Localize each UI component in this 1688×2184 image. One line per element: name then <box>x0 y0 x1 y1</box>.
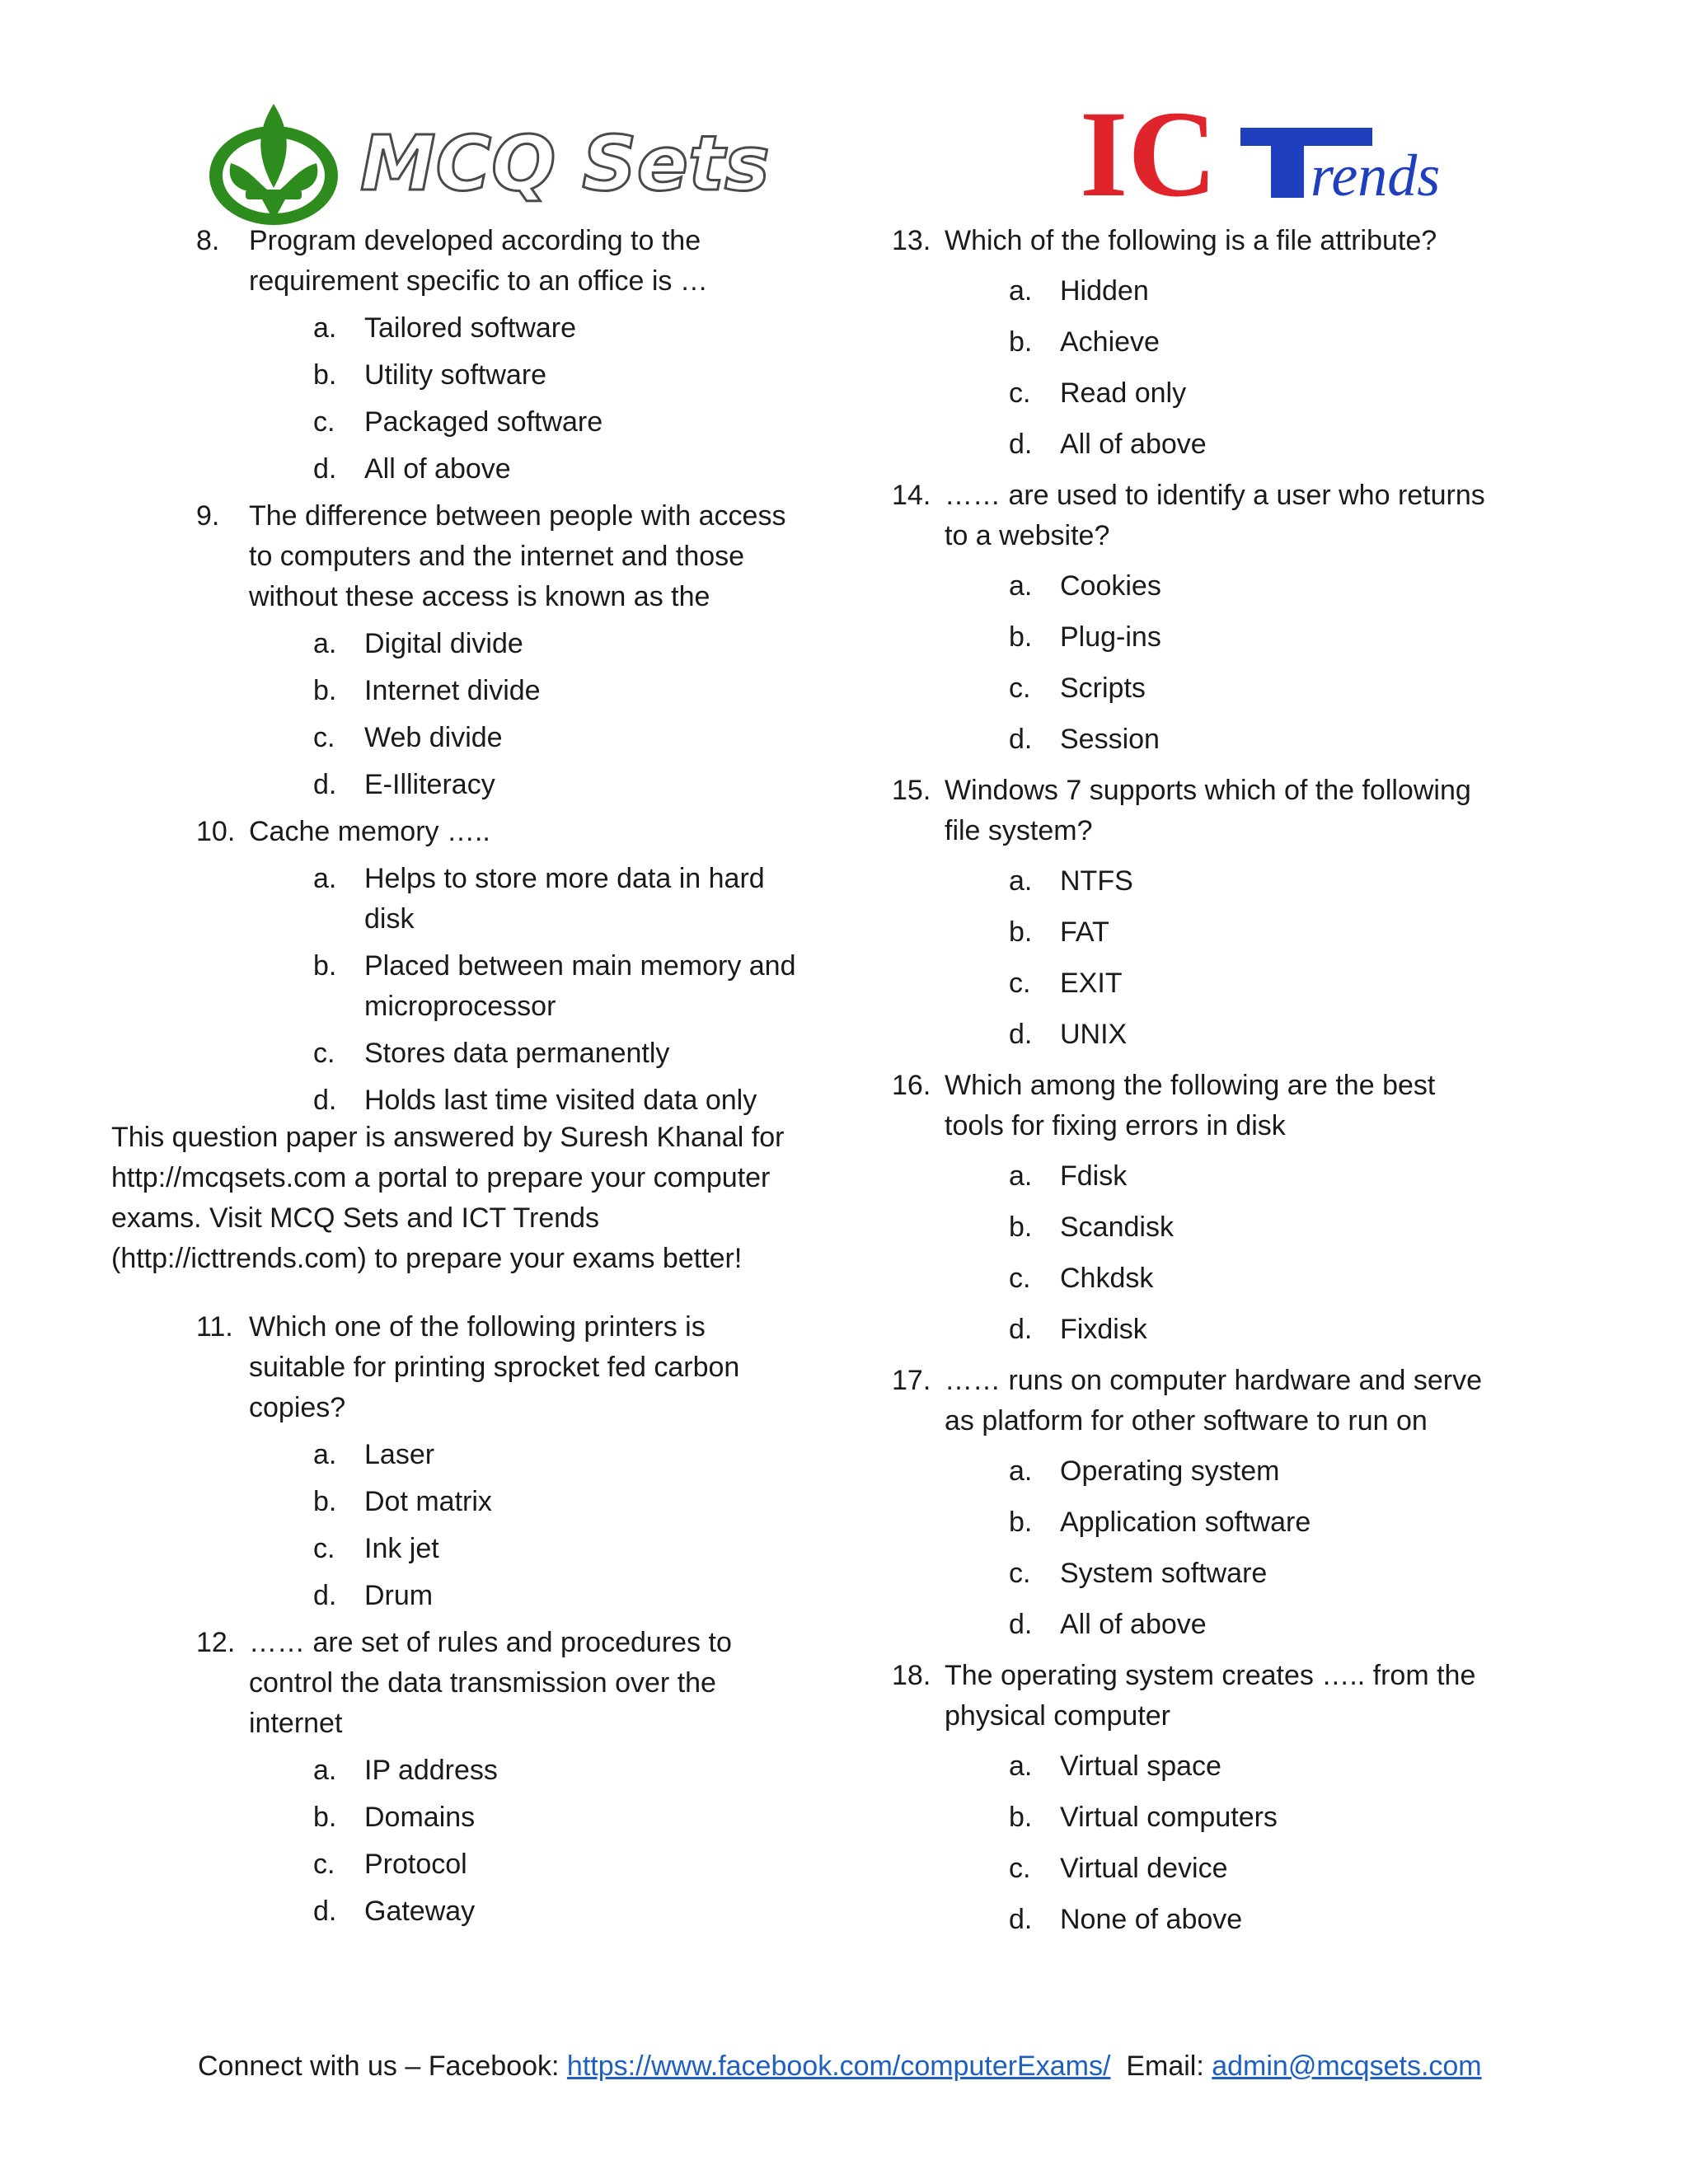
question <box>892 1066 1502 1350</box>
option-letter: a. <box>1009 1160 1033 1192</box>
option-text: Virtual device <box>1060 1853 1228 1884</box>
answer-option <box>945 1502 1502 1543</box>
option-text: Web divide <box>364 722 503 753</box>
option-letter: c. <box>313 1038 335 1069</box>
option-text: Internet divide <box>364 675 541 706</box>
question <box>892 476 1502 760</box>
option-letter: a. <box>313 312 337 344</box>
question-number: 9. <box>196 500 220 532</box>
answer-option <box>945 719 1502 760</box>
question-number: 17. <box>892 1365 931 1396</box>
answer-option <box>249 1080 806 1121</box>
answer-option <box>249 1844 806 1885</box>
option-text: Fixdisk <box>1060 1314 1147 1345</box>
option-text: FAT <box>1060 916 1109 948</box>
answer-option <box>249 1576 806 1616</box>
footer <box>198 2046 1599 2087</box>
option-text: EXIT <box>1060 968 1123 999</box>
question-text: Cache memory ….. <box>249 816 490 847</box>
answer-option <box>945 1746 1502 1787</box>
option-list <box>945 1156 1502 1350</box>
option-letter: a. <box>1009 865 1033 897</box>
option-text: Stores data permanently <box>364 1038 670 1069</box>
option-text: All of above <box>364 453 511 485</box>
option-text: All of above <box>1060 429 1207 460</box>
answer-option <box>249 859 806 940</box>
question <box>892 221 1502 465</box>
option-letter: c. <box>313 1533 335 1564</box>
answer-option <box>249 1529 806 1569</box>
fleur-de-lis-icon <box>209 104 338 225</box>
option-letter: c. <box>313 406 335 438</box>
option-text: Achieve <box>1060 326 1160 358</box>
option-text: Laser <box>364 1439 435 1470</box>
question <box>892 771 1502 1055</box>
option-letter: c. <box>313 1849 335 1880</box>
option-text: Tailored software <box>364 312 577 344</box>
answer-option <box>945 617 1502 658</box>
option-letter: b. <box>1009 326 1033 358</box>
option-letter: d. <box>313 1896 337 1927</box>
option-letter: a. <box>313 628 337 659</box>
option-letter: c. <box>1009 968 1031 999</box>
answer-option <box>945 861 1502 902</box>
option-text: Scandisk <box>1060 1212 1174 1243</box>
left-column-top <box>196 221 806 1127</box>
question-number: 14. <box>892 480 931 511</box>
option-text: Domains <box>364 1802 476 1833</box>
answer-option <box>945 1900 1502 1940</box>
question <box>196 221 806 490</box>
answer-option <box>249 1891 806 1932</box>
question-text: …… are set of rules and procedures to control the data transmission over the internet <box>249 1627 732 1739</box>
option-letter: b. <box>1009 1802 1033 1833</box>
option-text: E-Illiteracy <box>364 769 495 800</box>
option-text: Fdisk <box>1060 1160 1128 1192</box>
answer-option <box>945 1849 1502 1889</box>
question-text: …… runs on computer hardware and serve as platform for other software to run on <box>945 1365 1482 1436</box>
option-letter: d. <box>313 1580 337 1611</box>
option-letter: d. <box>1009 429 1033 460</box>
option-letter: c. <box>1009 673 1031 704</box>
option-letter: d. <box>313 453 337 485</box>
answer-option <box>249 1797 806 1838</box>
option-list <box>945 1746 1502 1940</box>
question-text: Windows 7 supports which of the following file system? <box>945 775 1471 846</box>
question-text: Which among the following are the best tools for fixing errors in disk <box>945 1070 1436 1141</box>
option-text: Dot matrix <box>364 1486 492 1517</box>
option-letter: d. <box>313 1085 337 1116</box>
option-letter: b. <box>313 1802 337 1833</box>
mcq-sets-logo-text: MCQ Sets <box>360 120 770 208</box>
option-list <box>945 1451 1502 1645</box>
option-letter: a. <box>313 863 337 894</box>
option-text: Hidden <box>1060 275 1149 307</box>
option-text: All of above <box>1060 1609 1207 1640</box>
option-text: Digital divide <box>364 628 523 659</box>
answer-option <box>249 671 806 711</box>
right-column <box>892 221 1502 1951</box>
answer-option <box>945 1015 1502 1055</box>
option-letter: c. <box>313 722 335 753</box>
answer-option <box>249 718 806 758</box>
option-letter: b. <box>313 359 337 391</box>
answer-option <box>249 1482 806 1522</box>
option-letter: d. <box>313 769 337 800</box>
option-text: IP address <box>364 1755 498 1786</box>
option-letter: c. <box>1009 1263 1031 1294</box>
email-link[interactable]: admin@mcqsets.com <box>1212 2050 1482 2082</box>
ictrends-logo <box>1080 103 1492 210</box>
answer-option <box>945 668 1502 709</box>
question <box>196 1307 806 1616</box>
ictrends-logo-rends: rends <box>1311 143 1441 209</box>
question <box>196 496 806 805</box>
option-text: Gateway <box>364 1896 476 1927</box>
question <box>196 1623 806 1932</box>
mcq-sets-logo <box>208 97 785 229</box>
option-letter: a. <box>313 1439 337 1470</box>
footer-prefix: Connect with us – Facebook: <box>198 2050 567 2082</box>
option-list <box>249 1435 806 1616</box>
question-number: 8. <box>196 225 220 256</box>
question <box>892 1361 1502 1645</box>
answer-option <box>945 373 1502 414</box>
answer-option <box>945 1156 1502 1197</box>
option-text: Application software <box>1060 1507 1311 1538</box>
option-text: Virtual space <box>1060 1750 1221 1782</box>
answer-option <box>249 1033 806 1074</box>
answer-note: This question paper is answered by Suresh Khanal for http://mcqsets.com a portal to prepare your computer exams. Visit MCQ Sets and ICT Trends (http://icttrends.com) to prepare your exams better! <box>111 1122 785 1274</box>
question-number: 13. <box>892 225 931 256</box>
question-number: 12. <box>196 1627 236 1658</box>
option-text: NTFS <box>1060 865 1133 897</box>
option-text: Session <box>1060 724 1160 755</box>
option-letter: a. <box>1009 275 1033 307</box>
option-text: Chkdsk <box>1060 1263 1154 1294</box>
option-letter: a. <box>1009 1750 1033 1782</box>
facebook-link[interactable]: https://www.facebook.com/computerExams/ <box>566 2050 1111 2082</box>
option-list <box>945 271 1502 465</box>
option-text: Placed between main memory and microprocessor <box>364 950 796 1022</box>
option-text: Operating system <box>1060 1455 1280 1487</box>
option-text: Drum <box>364 1580 434 1611</box>
option-letter: b. <box>1009 1507 1033 1538</box>
option-text: Holds last time visited data only <box>364 1085 757 1116</box>
option-text: System software <box>1060 1558 1268 1589</box>
question-number: 16. <box>892 1070 931 1101</box>
answer-option <box>945 1605 1502 1645</box>
question-text: Which of the following is a file attribute? <box>945 225 1437 256</box>
question-text: The difference between people with access to computers and the internet and those without these access is known as the <box>249 500 786 612</box>
option-text: Ink jet <box>364 1533 439 1564</box>
question-number: 15. <box>892 775 931 806</box>
answer-option <box>249 355 806 396</box>
option-letter: a. <box>1009 1455 1033 1487</box>
question-text: Which one of the following printers is suitable for printing sprocket fed carbon copies? <box>249 1311 740 1423</box>
answer-option <box>945 322 1502 363</box>
question-text: The operating system creates ….. from the physical computer <box>945 1660 1476 1732</box>
option-list <box>945 861 1502 1055</box>
option-letter: b. <box>1009 621 1033 653</box>
left-column-bottom <box>196 1307 806 1938</box>
ictrends-logo-ic: IC <box>1080 103 1217 210</box>
answer-option <box>945 424 1502 465</box>
answer-option <box>945 271 1502 312</box>
option-text: Read only <box>1060 377 1187 409</box>
option-letter: d. <box>1009 724 1033 755</box>
option-letter: d. <box>1009 1609 1033 1640</box>
option-text: Utility software <box>364 359 547 391</box>
question <box>196 812 806 1121</box>
option-letter: a. <box>1009 570 1033 602</box>
answer-option <box>249 624 806 664</box>
answer-option <box>945 912 1502 953</box>
option-letter: b. <box>1009 1212 1033 1243</box>
answer-option <box>945 1310 1502 1350</box>
option-letter: b. <box>313 950 337 982</box>
option-text: Scripts <box>1060 673 1146 704</box>
option-letter: d. <box>1009 1019 1033 1050</box>
question-text: …… are used to identify a user who returns to a website? <box>945 480 1485 551</box>
option-letter: a. <box>313 1755 337 1786</box>
option-text: Protocol <box>364 1849 467 1880</box>
answer-option <box>945 1554 1502 1594</box>
answer-option <box>945 566 1502 607</box>
option-letter: b. <box>313 1486 337 1517</box>
question-text: Program developed according to the requirement specific to an office is … <box>249 225 708 297</box>
answer-option <box>249 1750 806 1791</box>
option-text: Cookies <box>1060 570 1161 602</box>
question-number: 18. <box>892 1660 931 1691</box>
footer-email-label: Email: <box>1126 2050 1212 2082</box>
question-number: 11. <box>196 1311 233 1343</box>
option-letter: d. <box>1009 1904 1033 1935</box>
option-text: None of above <box>1060 1904 1243 1935</box>
answer-option <box>945 1258 1502 1299</box>
option-letter: c. <box>1009 1558 1031 1589</box>
answer-option <box>945 963 1502 1004</box>
option-list <box>945 566 1502 760</box>
option-letter: c. <box>1009 1853 1031 1884</box>
option-list <box>249 624 806 805</box>
option-list <box>249 859 806 1121</box>
option-text: UNIX <box>1060 1019 1128 1050</box>
option-text: Helps to store more data in hard disk <box>364 863 765 935</box>
option-list <box>249 308 806 490</box>
option-letter: c. <box>1009 377 1031 409</box>
option-text: Virtual computers <box>1060 1802 1278 1833</box>
option-letter: b. <box>313 675 337 706</box>
question <box>892 1656 1502 1940</box>
option-list <box>249 1750 806 1932</box>
option-text: Packaged software <box>364 406 603 438</box>
answer-option <box>249 946 806 1027</box>
answer-option <box>249 449 806 490</box>
option-letter: b. <box>1009 916 1033 948</box>
option-letter: d. <box>1009 1314 1033 1345</box>
answer-option <box>945 1207 1502 1248</box>
answer-option <box>945 1797 1502 1838</box>
answer-option <box>249 402 806 443</box>
answer-option <box>249 308 806 349</box>
question-number: 10. <box>196 816 236 847</box>
answer-option <box>249 765 806 805</box>
answer-option <box>945 1451 1502 1492</box>
answer-option <box>249 1435 806 1475</box>
option-text: Plug-ins <box>1060 621 1161 653</box>
